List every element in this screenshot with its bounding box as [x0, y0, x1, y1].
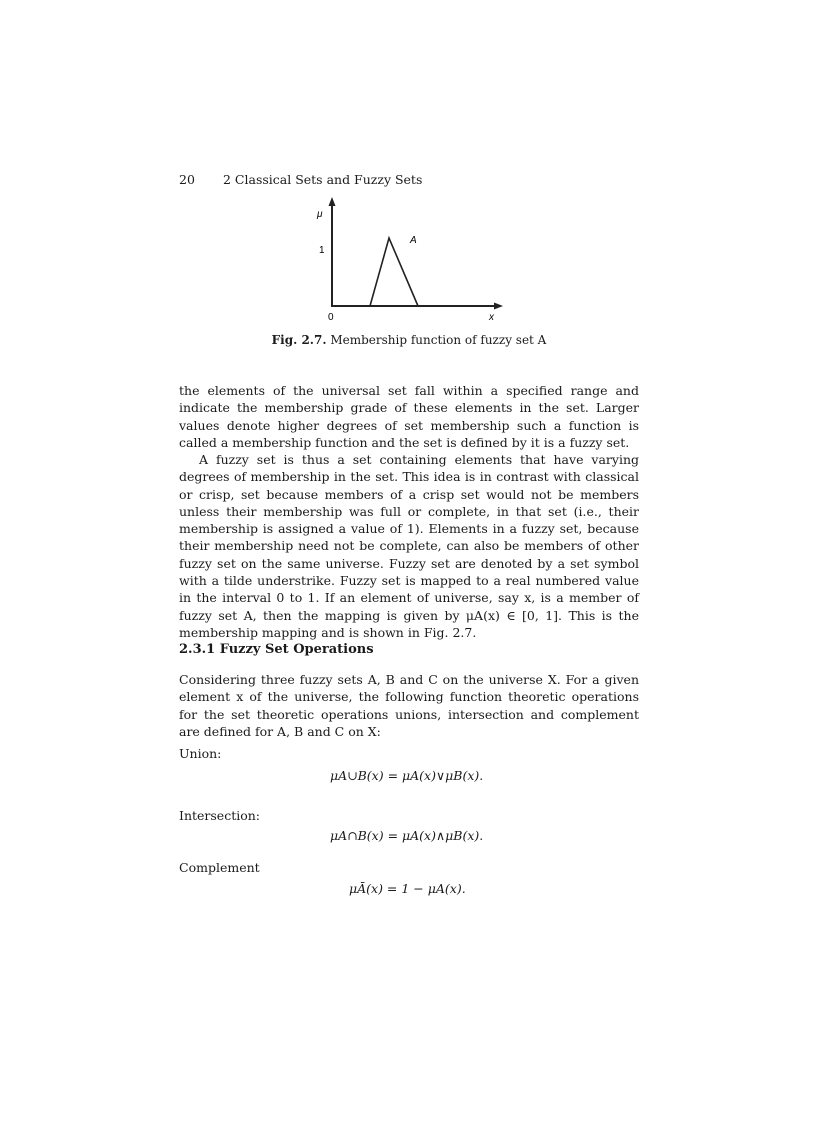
complement-equation: μĀ(x) = 1 − μA(x).: [349, 881, 466, 896]
membership-plot: [305, 195, 515, 325]
paragraph-1: the elements of the universal set fall within a specified range and indicate the membership grade of these elements in the set. Larger values denote higher degrees of set membership such a function is called a membership function and the set is defined by it is a fuzzy set.: [179, 383, 639, 450]
membership-figure: [305, 195, 515, 325]
set-label: A: [410, 235, 417, 246]
union-equation: μA∪B(x) = μA(x)∨μB(x).: [330, 768, 484, 783]
intersection-label: Intersection:: [179, 808, 261, 823]
union-label: Union:: [179, 746, 222, 761]
figure-caption: [179, 333, 639, 347]
triangular-membership-curve: [370, 238, 418, 306]
origin-label: 0: [328, 312, 334, 323]
section-heading: 2.3.1 Fuzzy Set Operations: [179, 642, 374, 657]
caption-text: Membership function of fuzzy set A: [330, 333, 547, 347]
running-header: [179, 172, 422, 187]
page-number: 20: [179, 172, 195, 187]
complement-label: Complement: [179, 860, 260, 875]
caption-label: Fig. 2.7.: [271, 333, 327, 347]
paragraph-2: A fuzzy set is thus a set containing elements that have varying degrees of membership in the set. This idea is in contrast with classical or crisp, set because members of a crisp set would not be members unless their membership was full or complete, in that set (i.e., their membership is assigned a value of 1). Elements in a fuzzy set, because their membership need not be complete, can also be members of other fuzzy set on the same universe. Fuzzy set are denoted by a set symbol with a tilde understrike. Fuzzy set is mapped to a real numbered value in the interval 0 to 1. If an element of universe, say x, is a member of fuzzy set A, then the mapping is given by μA(x) ∈ [0, 1]. This is the membership mapping and is shown in Fig. 2.7.: [179, 452, 639, 640]
y-tick-label: 1: [319, 245, 325, 256]
intersection-equation: μA∩B(x) = μA(x)∧μB(x).: [330, 828, 484, 843]
y-axis-label: μ: [317, 209, 323, 220]
y-axis-arrow: [329, 197, 336, 206]
running-title: 2 Classical Sets and Fuzzy Sets: [223, 172, 423, 187]
section-intro: Considering three fuzzy sets A, B and C on the universe X. For a given element x of the universe, the following function theoretic operations for the set theoretic operations unions, intersection and complement are defined for A, B and C on X:: [179, 672, 639, 739]
x-axis-arrow: [494, 303, 503, 310]
x-axis-label: x: [489, 312, 494, 323]
